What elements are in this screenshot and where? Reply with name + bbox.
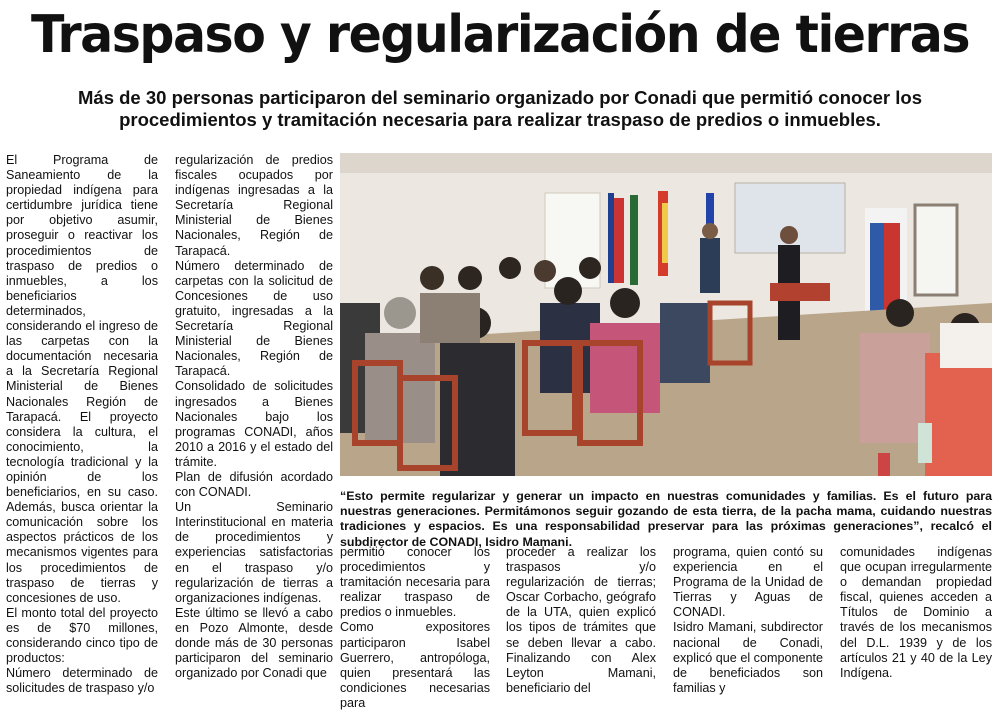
paragraph: Número determinado de solicitudes de traspaso y/o [6,666,158,696]
photo-caption: “Esto permite regularizar y generar un impacto en nuestras comunidades y familias. Es el futuro para nuestras generaciones. Permitámonos seguir gozando de esta tierra, de la pacha mama, cuidando nuestras tradiciones y espacios. Es una responsabilidad preservar para las próximas generaciones”, recalcó el subdirector de CONADI, Isidro Mamani. [340,489,992,549]
paragraph: Un Seminario Interinstitucional en materia de procedimientos y experiencias satisfactorias en el traspaso y/o regularización de tierras a organizaciones indígenas. [175,500,333,605]
article-headline: Traspaso y regularización de tierras [30,4,970,65]
paragraph: Isidro Mamani, subdirector nacional de Conadi, explicó que el componente de beneficiados son familias y [673,620,823,695]
paragraph: proceder a realizar los traspasos y/o regularización de tierras; Oscar Corbacho, geógrafo de la UTA, quien explicó los tipos de trámites que se deben llevar a cabo. Finalizando con Alex Leyton Mamani, beneficiario del [506,545,656,695]
paragraph: comunidades indígenas que ocupan irregularmente o demandan propiedad fiscal, quienes acceden a Títulos de Dominio a través de los mecanismos del D.L. 1939 y de los artículos 21 y 40 de la Ley Indígena. [840,545,992,680]
paragraph: Consolidado de solicitudes ingresados a Bienes Nacionales bajo los programas CONADI, años 2010 a 2016 y el estado del trámite. [175,379,333,469]
article-column-2 [175,153,333,685]
paragraph: programa, quien contó su experiencia en el Programa de la Unidad de Tierras y Aguas de CONADI. [673,545,823,620]
article-column-4 [506,545,656,695]
article-subhead: Más de 30 personas participaron del seminario organizado por Conadi que permitió conocer los procedimientos y tramitación necesaria para realizar traspaso de predios o inmuebles. [78,87,922,130]
paragraph: El Programa de Saneamiento de la propiedad indígena para certidumbre jurídica tiene por objetivo asumir, proseguir o reactivar los procedimientos de traspaso de predios o inmuebles, a los beneficiarios determinados, considerando el ingreso de las carpetas con la documentación necesaria a la Secretaría Regional Ministerial de Bienes Nacionales Región de Tarapacá. El proyecto considera la cultura, el conocimiento, la tecnología tradicional y la opinión de los beneficiarios, en su caso. Además, busca orientar la comunicación sobre los aspectos prácticos de los mecanismos vigentes para los procedimientos de traspaso de tierras y concesiones de uso. [6,153,158,605]
paragraph: permitió conocer los procedimientos y tramitación necesaria para realizar traspaso de predios o inmuebles. [340,545,490,620]
article-column-5 [673,545,823,695]
article-column-6 [840,545,992,685]
paragraph: El monto total del proyecto es de $70 millones, considerando cinco tipo de productos: [6,605,158,666]
article-column-3 [340,545,490,710]
seminar-photo [340,153,992,476]
paragraph: regularización de predios fiscales ocupados por indígenas ingresadas a la Secretaría Regional Ministerial de Bienes Nacionales, Región de Tarapacá. [175,153,333,258]
paragraph: Número determinado de carpetas con la solicitud de Concesiones de uso gratuito, ingresadas a la Secretaría Regional Ministerial de Bienes Nacionales, Región de Tarapacá. [175,258,333,379]
article-column-1 [6,153,158,696]
paragraph: Este último se llevó a cabo en Pozo Almonte, desde donde más de 30 personas participaron del seminario organizado por Conadi que [175,605,333,681]
paragraph: Como expositores participaron Isabel Guerrero, antropóloga, quien presentará las condiciones necesarias para [340,620,490,710]
paragraph: Plan de difusión acordado con CONADI. [175,469,333,500]
